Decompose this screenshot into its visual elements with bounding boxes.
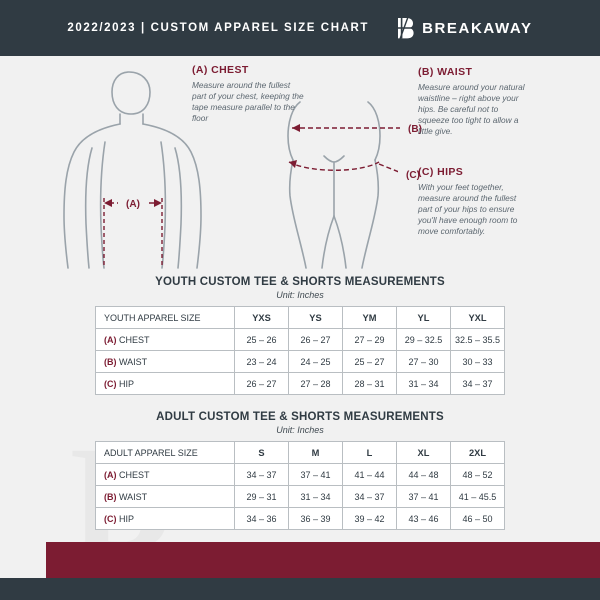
adult-col-0: S <box>235 442 289 464</box>
youth-title: YOUTH CUSTOM TEE & SHORTS MEASUREMENTS <box>155 276 445 288</box>
youth-col-0: YXS <box>235 307 289 329</box>
youth-waist-yl: 27 – 30 <box>397 351 451 373</box>
youth-row-waist-label: (B) WAIST <box>96 351 235 373</box>
adult-hip-s: 34 – 36 <box>235 508 289 530</box>
youth-row-hip-label: (C) HIP <box>96 373 235 395</box>
youth-col-1: YS <box>289 307 343 329</box>
adult-waist-m: 31 – 34 <box>289 486 343 508</box>
table-row <box>96 486 505 508</box>
adult-chest-s: 34 – 37 <box>235 464 289 486</box>
body-measurement-illustration <box>0 56 600 271</box>
adult-hip-l: 39 – 42 <box>343 508 397 530</box>
diagram-label-hips: (C) <box>406 170 420 181</box>
table-header-row <box>96 307 505 329</box>
callout-hips-title: (C) HIPS <box>418 166 464 178</box>
adult-chest-xl: 44 – 48 <box>397 464 451 486</box>
breakaway-b-logo-icon <box>395 16 415 40</box>
adult-size-table <box>95 441 505 530</box>
youth-hip-yxs: 26 – 27 <box>235 373 289 395</box>
footer-accent-band <box>46 542 600 578</box>
adult-header-label: ADULT APPAREL SIZE <box>96 442 235 464</box>
adult-col-2: L <box>343 442 397 464</box>
page-title: 2022/2023 | CUSTOM APPAREL SIZE CHART <box>67 22 370 34</box>
adult-waist-xl: 37 – 41 <box>397 486 451 508</box>
callout-hips <box>418 166 530 237</box>
table-header-row <box>96 442 505 464</box>
adult-chest-l: 41 – 44 <box>343 464 397 486</box>
adult-section <box>95 411 505 530</box>
adult-hip-m: 36 – 39 <box>289 508 343 530</box>
brand-lockup <box>395 16 533 40</box>
adult-col-4: 2XL <box>451 442 505 464</box>
callout-chest-title: (A) CHEST <box>192 64 249 76</box>
youth-section <box>95 276 505 395</box>
youth-chest-yl: 29 – 32.5 <box>397 329 451 351</box>
adult-chest-m: 37 – 41 <box>289 464 343 486</box>
youth-size-table <box>95 306 505 395</box>
adult-chest-2xl: 48 – 52 <box>451 464 505 486</box>
diagram-label-waist: (B) <box>408 124 422 135</box>
youth-col-2: YM <box>343 307 397 329</box>
table-row <box>96 373 505 395</box>
youth-hip-yl: 31 – 34 <box>397 373 451 395</box>
page-header <box>0 0 600 56</box>
youth-waist-ys: 24 – 25 <box>289 351 343 373</box>
adult-col-3: XL <box>397 442 451 464</box>
youth-col-4: YXL <box>451 307 505 329</box>
youth-hip-yxl: 34 – 37 <box>451 373 505 395</box>
youth-waist-yxs: 23 – 24 <box>235 351 289 373</box>
callout-waist-body: Measure around your natural waistline – right above your hips. Be careful not to squeeze too tight to allow a little give. <box>418 82 525 136</box>
youth-hip-ys: 27 – 28 <box>289 373 343 395</box>
youth-row-chest-label: (A) CHEST <box>96 329 235 351</box>
table-row <box>96 508 505 530</box>
table-row <box>96 351 505 373</box>
youth-hip-ym: 28 – 31 <box>343 373 397 395</box>
adult-title: ADULT CUSTOM TEE & SHORTS MEASUREMENTS <box>156 411 444 423</box>
adult-row-hip-label: (C) HIP <box>96 508 235 530</box>
callout-waist-title: (B) WAIST <box>418 66 473 78</box>
youth-header-label: YOUTH APPAREL SIZE <box>96 307 235 329</box>
diagram-label-chest: (A) <box>126 199 140 210</box>
callout-hips-body: With your feet together, measure around the fullest part of your hips to ensure you'll have enough room to move comfortably. <box>418 182 518 236</box>
adult-row-waist-label: (B) WAIST <box>96 486 235 508</box>
youth-subtitle: Unit: Inches <box>276 290 324 300</box>
adult-hip-xl: 43 – 46 <box>397 508 451 530</box>
brand-name: BREAKAWAY <box>422 19 533 37</box>
adult-row-chest-label: (A) CHEST <box>96 464 235 486</box>
callout-waist <box>418 66 530 137</box>
youth-chest-yxl: 32.5 – 35.5 <box>451 329 505 351</box>
callout-chest-body: Measure around the fullest part of your chest, keeping the tape measure parallel to the floor <box>192 80 304 123</box>
adult-subtitle: Unit: Inches <box>276 425 324 435</box>
adult-waist-l: 34 – 37 <box>343 486 397 508</box>
youth-chest-yxs: 25 – 26 <box>235 329 289 351</box>
callout-chest <box>192 64 304 124</box>
adult-col-1: M <box>289 442 343 464</box>
adult-waist-2xl: 41 – 45.5 <box>451 486 505 508</box>
youth-waist-ym: 25 – 27 <box>343 351 397 373</box>
adult-waist-s: 29 – 31 <box>235 486 289 508</box>
youth-chest-ym: 27 – 29 <box>343 329 397 351</box>
footer-band <box>0 578 600 600</box>
youth-waist-yxl: 30 – 33 <box>451 351 505 373</box>
table-row <box>96 464 505 486</box>
youth-chest-ys: 26 – 27 <box>289 329 343 351</box>
youth-col-3: YL <box>397 307 451 329</box>
table-row <box>96 329 505 351</box>
adult-hip-2xl: 46 – 50 <box>451 508 505 530</box>
